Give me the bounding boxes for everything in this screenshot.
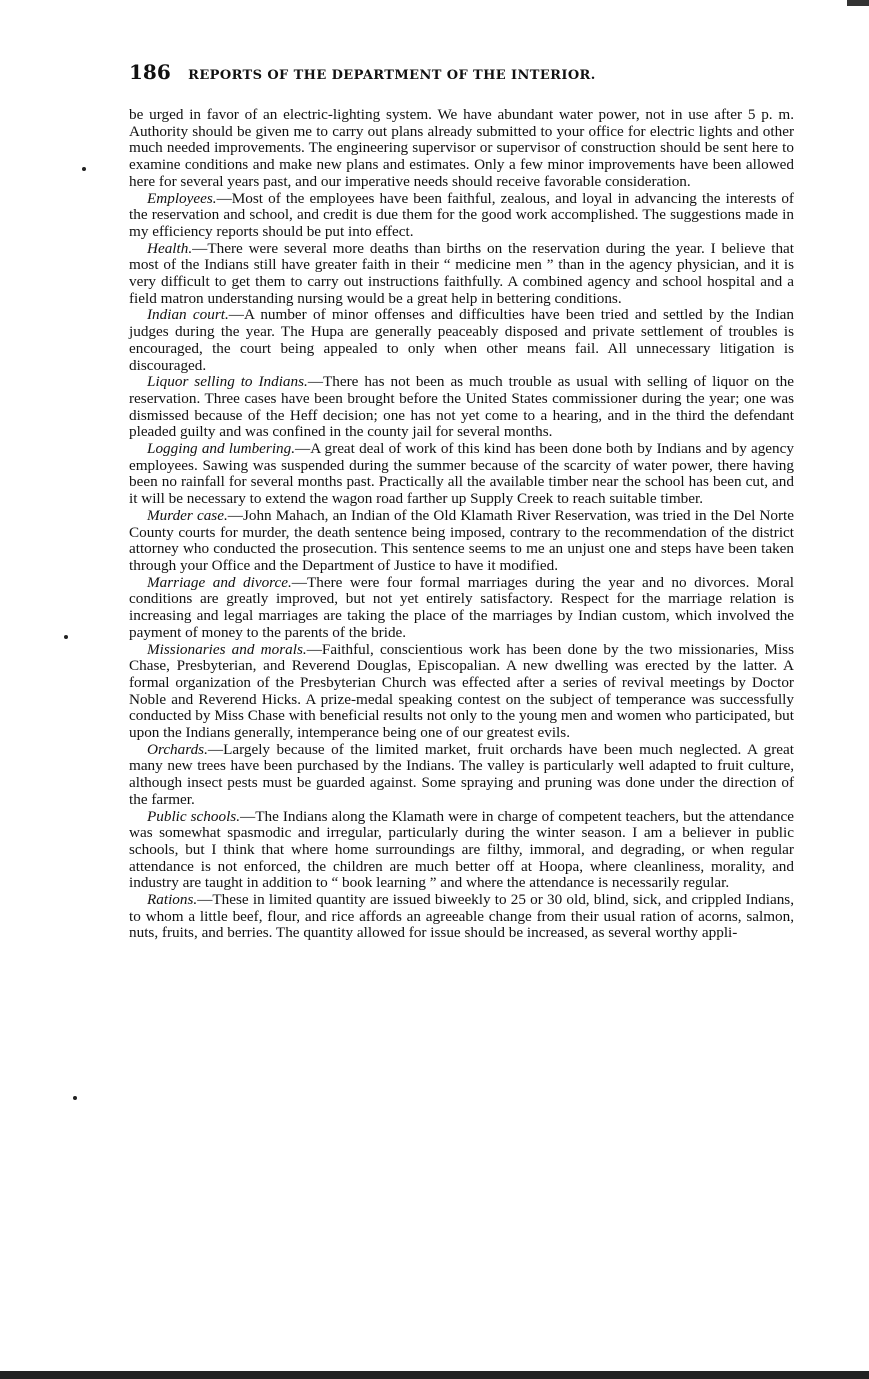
- paragraph-text: —Most of the employees have been faithful, zealous, and loyal in advancing the interests of the reservation and school, and credit is due them for the good work accomplished. The suggestions made in my efficiency reports should be put into effect.: [129, 189, 794, 240]
- report-body: [129, 107, 794, 942]
- paragraph-public-schools: [129, 809, 794, 893]
- topic-heading: Health.: [147, 239, 193, 257]
- paragraph-text: —John Mahach, an Indian of the Old Klamath River Reservation, was tried in the Del Norte County courts for murder, the death sentence being imposed, contrary to the recommendation of the district attorney who conducted the prosecution. This sentence seems to me an unjust one and steps have been taken through your Office and the Department of Justice to have it modified.: [129, 506, 794, 574]
- topic-heading: Liquor selling to Indians.: [147, 373, 308, 391]
- paragraph-liquor: [129, 374, 794, 441]
- paragraph-missionaries: [129, 642, 794, 742]
- scan-bottom-edge: [0, 1371, 869, 1379]
- paragraph-text: —These in limited quantity are issued biweekly to 25 or 30 old, blind, sick, and crippled Indians, to whom a little beef, flour, and rice affords an agreeable change from their usual ration of acorns, salmon, nuts, fruits, and berries. The quantity allowed for issue should be increased, as several worthy appli-: [129, 891, 794, 942]
- topic-heading: Indian court.: [147, 306, 229, 324]
- topic-heading: Marriage and divorce.: [147, 573, 292, 591]
- topic-heading: Employees.: [147, 189, 217, 207]
- paragraph-rations: [129, 892, 794, 942]
- paragraph-text: —There has not been as much trouble as usual with selling of liquor on the reservation. Three cases have been brought before the United States commissioner during the year; one was dismissed because of the Heff decision; one has not yet come to a hearing, and in the third the defendant pleaded guilty and was confined in the county jail for several months.: [129, 373, 794, 441]
- running-title: REPORTS OF THE DEPARTMENT OF THE INTERIOR.: [188, 68, 596, 83]
- paragraph-marriage: [129, 575, 794, 642]
- paragraph-text: —The Indians along the Klamath were in charge of competent teachers, but the attendance was somewhat spasmodic and irregular, particularly during the winter season. I am a believer in public schools, but I think that where home surroundings are filthy, immoral, and degrading, or when regular attendance is not enforced, the children are much better off at Hoopa, where cleanliness, morality, and industry are taught in addition to “ book learning ” and where the attendance is necessarily regular.: [129, 807, 794, 892]
- page-header: [129, 60, 794, 88]
- paragraph-health: [129, 241, 794, 308]
- topic-heading: Orchards.: [147, 740, 208, 758]
- paragraph-text: —There were four formal marriages during the year and no divorces. Moral conditions are greatly improved, but not yet entirely satisfactory. Respect for the marriage relation is increasing and legal marriages are taking the place of the marriages by Indian custom, which involved the payment of money to the parents of the bride.: [129, 573, 794, 641]
- scan-speck: [73, 1096, 77, 1100]
- paragraph-text: —Largely because of the limited market, fruit orchards have been much neglected. A great many new trees have been purchased by the Indians. The valley is particularly well adapted to fruit culture, although insect pests must be guarded against. Some spraying and pruning was done under the direction of the farmer.: [129, 740, 794, 808]
- page-number: 186: [129, 60, 171, 84]
- paragraph-text: —A great deal of work of this kind has been done both by Indians and by agency employees. Sawing was suspended during the summer because of the scarcity of water power, there having been no rainfall for several months past. Practically all the available timber near the school has been cut, and it will be necessary to extend the wagon road farther up Supply Creek to reach suitable timber.: [129, 440, 794, 508]
- topic-heading: Murder case.: [147, 506, 228, 524]
- scan-edge-mark: [847, 0, 869, 6]
- paragraph-indian-court: [129, 307, 794, 374]
- topic-heading: Logging and lumbering.: [147, 440, 296, 458]
- paragraph-continuation: [129, 107, 794, 191]
- paragraph-employees: [129, 191, 794, 241]
- paragraph-text: —There were several more deaths than births on the reservation during the year. I believe that most of the Indians still have greater faith in their “ medicine men ” than in the agency physician, and it is very difficult to get them to carry out instructions faithfully. A combined agency and school hospital and a field matron understanding nursing would be a great help in bettering conditions.: [129, 239, 794, 307]
- paragraph-logging: [129, 441, 794, 508]
- paragraph-text: be urged in favor of an electric-lighting system. We have abundant water power, not in use after 5 p. m. Authority should be given me to carry out plans already submitted to your office for electric lights and other much needed improvements. The engineering supervisor or supervisor of construction should be sent here to examine conditions and make new plans and estimates. Only a few minor improvements have been allowed here for several years past, and our imperative needs should receive favorable consideration.: [129, 106, 794, 190]
- scan-speck: [82, 167, 86, 171]
- topic-heading: Public schools.: [147, 807, 241, 825]
- paragraph-text: —Faithful, conscientious work has been done by the two missionaries, Miss Chase, Presbyterian, and Reverend Douglas, Episcopalian. A new dwelling was erected by the latter. A formal organization of the Presbyterian Church was effected after a series of revival meetings by Doctor Noble and Reverend Hicks. A prize-medal speaking contest on the subject of temperance was successfully conducted by Miss Chase with beneficial results not only to the young men and women who participated, but upon the Indians generally, intemperance being one of our greatest evils.: [129, 640, 795, 742]
- topic-heading: Missionaries and morals.: [147, 640, 307, 658]
- scan-speck: [64, 635, 68, 639]
- paragraph-orchards: [129, 742, 794, 809]
- topic-heading: Rations.: [147, 891, 198, 909]
- paragraph-text: —A number of minor offenses and difficulties have been tried and settled by the Indian judges during the year. The Hupa are generally peaceably disposed and private settlement of troubles is encouraged, the court being appealed to only when other means fail. All unnecessary litigation is discouraged.: [129, 306, 794, 374]
- paragraph-murder-case: [129, 508, 794, 575]
